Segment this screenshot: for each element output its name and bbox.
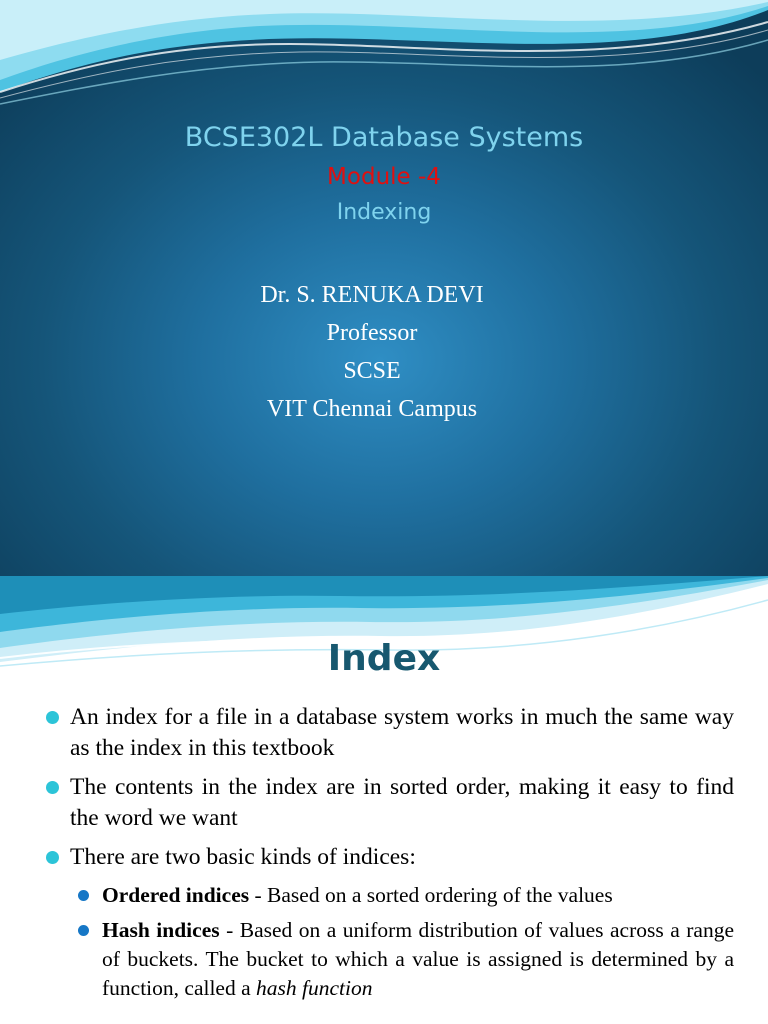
bullet-item — [46, 772, 734, 834]
hash-description: Based on a uniform distribution of values across a range of buckets. The bucket to which a value is assigned is determined by a function, called a — [102, 918, 734, 1000]
bullet-dot-icon — [46, 851, 59, 864]
bullet-dot-icon — [46, 711, 59, 724]
bullet-text: There are two basic kinds of indices: — [70, 844, 416, 870]
slide-heading: Index — [327, 638, 441, 679]
wave-decoration — [0, 0, 768, 110]
topic-label: Indexing — [336, 200, 432, 225]
bullet-list — [46, 702, 734, 1009]
term-separator: - — [249, 883, 268, 907]
sub-bullet-ordered — [78, 881, 734, 910]
sub-bullet-dot-icon — [78, 925, 89, 936]
sub-bullet-dot-icon — [78, 890, 89, 901]
bullet-text: The contents in the index are in sorted order, making it easy to find the word we want — [70, 774, 734, 831]
hash-function-term: hash function — [256, 976, 373, 1000]
bullet-item — [46, 842, 734, 873]
presenter-role: Professor — [326, 320, 418, 346]
sub-bullet-hash — [78, 916, 734, 1003]
course-title: BCSE302L Database Systems — [184, 122, 584, 153]
presenter-name: Dr. S. RENUKA DEVI — [260, 282, 484, 308]
module-label: Module -4 — [327, 164, 441, 190]
ordered-description: Based on a sorted ordering of the values — [267, 883, 613, 907]
bullet-dot-icon — [46, 781, 59, 794]
bullet-text: An index for a file in a database system works in much the same way as the index in this textbook — [70, 704, 734, 761]
bullet-item — [46, 702, 734, 764]
presenter-school: SCSE — [343, 358, 401, 384]
term-ordered-indices: Ordered indices — [102, 883, 250, 907]
presenter-campus: VIT Chennai Campus — [266, 396, 478, 422]
content-slide — [0, 576, 768, 1024]
term-hash-indices: Hash indices — [102, 918, 220, 942]
term-separator: - — [219, 918, 240, 942]
presenter-info — [0, 276, 744, 428]
